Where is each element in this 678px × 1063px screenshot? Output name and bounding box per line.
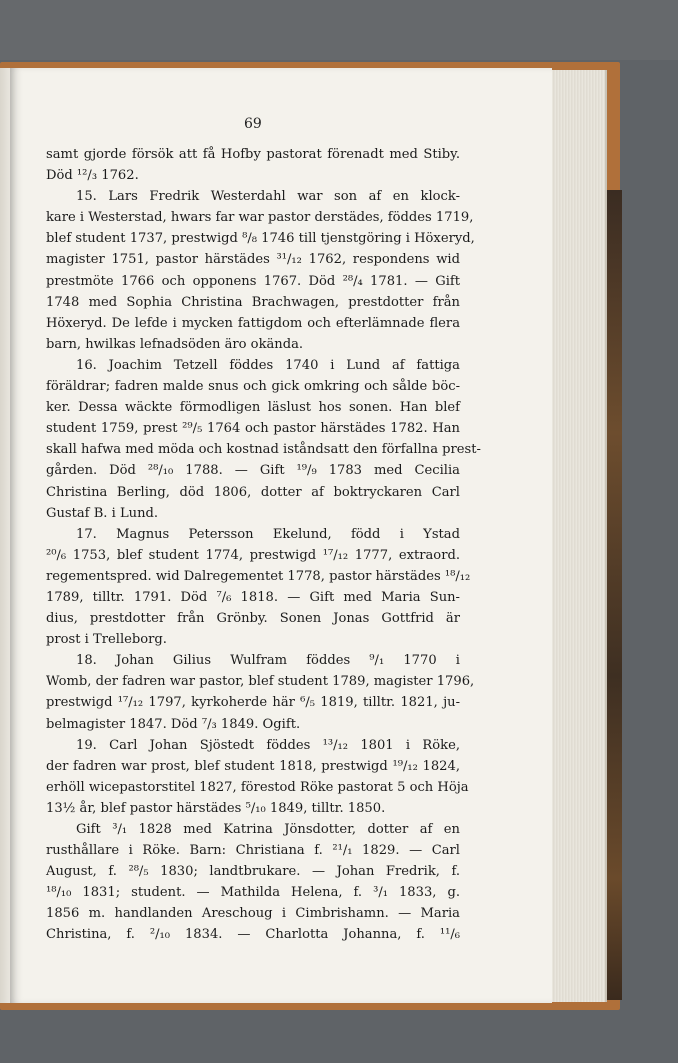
text-line: regementspred. wid Dalregementet 1778, pastor härstädes ¹⁸/₁₂	[46, 568, 471, 584]
page-stack-edges	[550, 70, 607, 1002]
text-line: 1856 m. handlanden Areschoug i Cimbrishamn. — Maria	[46, 906, 460, 922]
text-line: 1748 med Sophia Christina Brachwagen, prestdotter från	[46, 294, 460, 310]
text-line: ²⁰/₆ 1753, blef student 1774, prestwigd ¹⁷/₁₂ 1777, extraord.	[46, 547, 460, 563]
text-line: samt gjorde försök att få Hofby pastorat förenadt med Stiby.	[46, 147, 460, 162]
text-line: belmagister 1847. Död ⁷/₃ 1849. Ogift.	[46, 716, 301, 732]
text-line: prestmöte 1766 och opponens 1767. Död ²⁸/₄ 1781. — Gift	[46, 273, 460, 289]
text-line: Död ¹²/₃ 1762.	[46, 168, 139, 184]
text-line: 13½ år, blef pastor härstädes ⁵/₁₀ 1849, tilltr. 1850.	[46, 800, 386, 816]
text-line: prost i Trelleborg.	[46, 632, 167, 648]
text-line: gården. Död ²⁸/₁₀ 1788. — Gift ¹⁹/₉ 1783 med Cecilia	[46, 463, 460, 479]
text-line: Gift ³/₁ 1828 med Katrina Jönsdotter, dotter af en	[76, 822, 460, 837]
text-line: Gustaf B. i Lund.	[46, 505, 159, 521]
text-line: blef student 1737, prestwigd ⁸/₈ 1746 till tjenstgöring i Höxeryd,	[46, 231, 475, 247]
entry-19-heading-line: 19. Carl Johan Sjöstedt föddes ¹³/₁₂ 1801 i Röke,	[76, 737, 460, 753]
text-line: der fadren war prost, blef student 1818, prestwigd ¹⁹/₁₂ 1824,	[46, 758, 460, 774]
text-line: prestwigd ¹⁷/₁₂ 1797, kyrkoherde här ⁶/₅ 1819, tilltr. 1821, ju-	[46, 695, 460, 711]
page-number: 69	[244, 116, 262, 132]
entry-16-heading-line: 16. Joachim Tetzell föddes 1740 i Lund af fattiga	[76, 357, 460, 373]
text-line: erhöll wicepastorstitel 1827, förestod Röke pastorat 5 och Höja	[46, 779, 469, 795]
text-line: Christina, f. ²/₁₀ 1834. — Charlotta Johanna, f. ¹¹/₆	[46, 927, 460, 943]
entry-17-heading-line: 17. Magnus Petersson Ekelund, född i Ystad	[76, 526, 460, 542]
text-line: August, f. ²⁸/₅ 1830; landtbrukare. — Johan Fredrik, f.	[46, 864, 460, 880]
text-line: Womb, der fadren war pastor, blef student 1789, magister 1796,	[46, 674, 475, 690]
entry-18-heading-line: 18. Johan Gilius Wulfram föddes ⁹/₁ 1770 i	[76, 653, 460, 669]
text-line: barn, hwilkas lefnadsöden äro okända.	[46, 336, 304, 352]
text-line: Christina Berling, död 1806, dotter af boktryckaren Carl	[46, 484, 460, 500]
text-line: kare i Westerstad, hwars far war pastor derstädes, föddes 1719,	[46, 210, 474, 226]
text-line: ker. Dessa wäckte förmodligen läslust hos sonen. Han blef	[46, 400, 460, 416]
text-line: föräldrar; fadren malde snus och gick omkring och sålde böc-	[46, 379, 460, 395]
backdrop	[0, 0, 678, 60]
entry-15-heading-line: 15. Lars Fredrik Westerdahl war son af en klock-	[76, 189, 460, 205]
text-line: ¹⁸/₁₀ 1831; student. — Mathilda Helena, f. ³/₁ 1833, g.	[46, 885, 460, 901]
text-line: student 1759, prest ²⁹/₅ 1764 och pastor härstädes 1782. Han	[46, 421, 460, 437]
text-line: dius, prestdotter från Grönby. Sonen Jonas Gottfrid är	[46, 611, 460, 627]
text-line: Höxeryd. De lefde i mycken fattigdom och efterlämnade flera	[46, 315, 460, 331]
text-line: magister 1751, pastor härstädes ³¹/₁₂ 1762, respondens wid	[46, 252, 460, 268]
text-line: 1789, tilltr. 1791. Död ⁷/₆ 1818. — Gift med Maria Sun-	[46, 589, 460, 605]
text-line: rusthållare i Röke. Barn: Christiana f. ²¹/₁ 1829. — Carl	[46, 843, 460, 859]
page-text	[46, 144, 481, 946]
text-line: skall hafwa med möda och kostnad iståndsatt den förfallna prest-	[46, 442, 481, 458]
